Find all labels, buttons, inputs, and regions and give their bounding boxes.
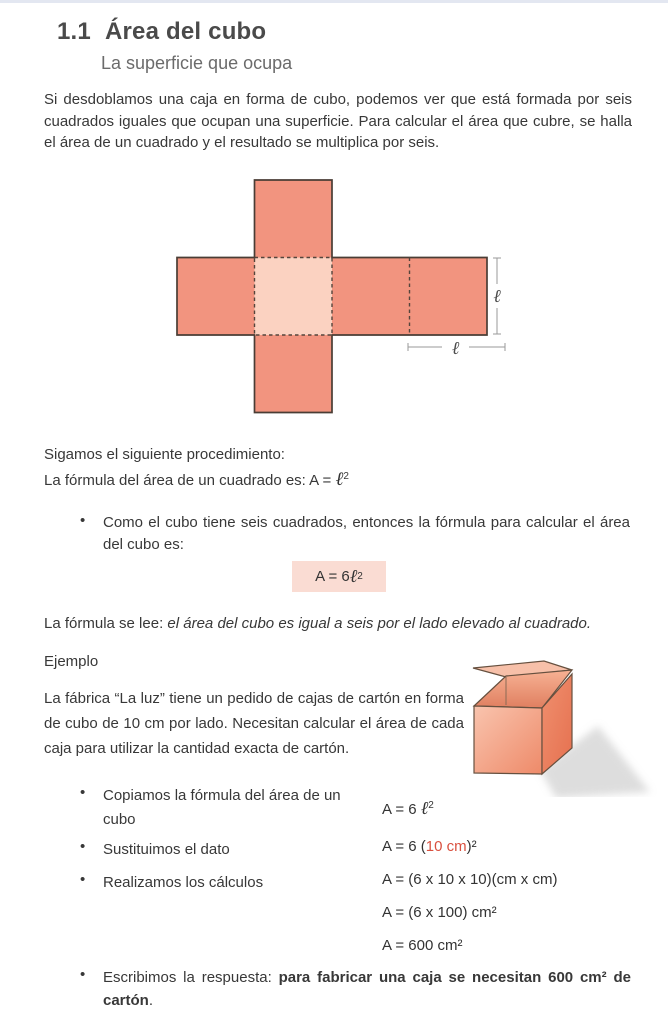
step2-label: Sustituimos el dato: [103, 841, 230, 858]
section-title: Área del cubo: [104, 18, 267, 45]
box-front-face: [474, 706, 542, 774]
bottom-length-label: ℓ: [451, 338, 460, 359]
page-edge-strip: [0, 0, 668, 3]
exponent: 2: [343, 471, 349, 482]
side-length-label: ℓ: [493, 286, 501, 307]
step1-label: Copiamos la fórmula del área de un cubo: [103, 787, 341, 828]
substituted-value: 10 cm: [425, 838, 467, 855]
bullet-icon: •: [80, 871, 86, 888]
answer-period: .: [148, 992, 154, 1009]
ell-symbol: ℓ: [349, 565, 358, 587]
bullet-icon: •: [80, 784, 86, 801]
reading-italic: el área del cubo es igual a seis por el lado elevado al cuadrado.: [167, 615, 592, 632]
ell-symbol: ℓ: [420, 798, 429, 819]
result-formula: A = 600 cm²: [382, 937, 463, 954]
bullet-icon: •: [80, 966, 86, 983]
cube-formula-prefix: A = 6: [315, 568, 350, 585]
example-paragraph: La fábrica “La luz” tiene un pedido de cajas de cartón en forma de cubo de 10 cm por lado. Necesitan calcular el área de cada caja para utilizar la cantidad exacta de cartón.: [44, 690, 464, 757]
answer-line: [103, 966, 631, 1012]
exponent: 2: [357, 570, 363, 582]
reading-prefix: La fórmula se lee:: [44, 615, 168, 632]
step3-label: Realizamos los cálculos: [103, 874, 264, 891]
page-title: [57, 18, 266, 46]
procedure-bullet-text: Como el cubo tiene seis cuadrados, entonces la fórmula para calcular el área del cubo es:: [103, 514, 630, 553]
section-number: 1.1: [57, 18, 91, 45]
square-formula-text: La fórmula del área de un cuadrado es: A =: [44, 472, 336, 489]
step1-formula: [382, 800, 434, 818]
answer-prefix: Escribimos la respuesta:: [103, 969, 279, 986]
page-subtitle: La superficie que ocupa: [101, 53, 293, 73]
net-center-square: [255, 258, 333, 336]
step1-formula-prefix: A = 6: [382, 801, 421, 818]
calculation-formula-2: A = (6 x 100) cm²: [382, 904, 497, 921]
bullet-icon: •: [80, 838, 86, 855]
cube-net-diagram: [170, 179, 515, 415]
step2-formula: [382, 838, 477, 855]
step2-formula-suffix: )²: [466, 838, 477, 855]
exponent: 2: [428, 800, 434, 811]
ell-symbol: ℓ: [335, 468, 344, 490]
bullet-icon: •: [80, 512, 86, 529]
square-formula-line: [44, 470, 349, 489]
highlighted-cube-formula: [292, 561, 386, 592]
answer-bold: para fabricar una caja se necesitan 600 cm² de cartón: [103, 969, 631, 1009]
step3-formula: A = (6 x 10 x 10)(cm x cm): [382, 871, 558, 888]
example-heading: Ejemplo: [44, 653, 99, 670]
intro-paragraph: Si desdoblamos una caja en forma de cubo, podemos ver que está formada por seis cuadrados iguales que ocupan una superficie. Para calcular el área que cubre, se halla el área de un cuadrado y el resultado se multiplica por seis.: [44, 91, 632, 151]
formula-reading-line: [44, 613, 591, 635]
procedure-lead: Sigamos el siguiente procedimiento:: [44, 446, 285, 463]
open-box-illustration: [460, 655, 657, 797]
step2-formula-prefix: A = 6 (: [382, 838, 426, 855]
